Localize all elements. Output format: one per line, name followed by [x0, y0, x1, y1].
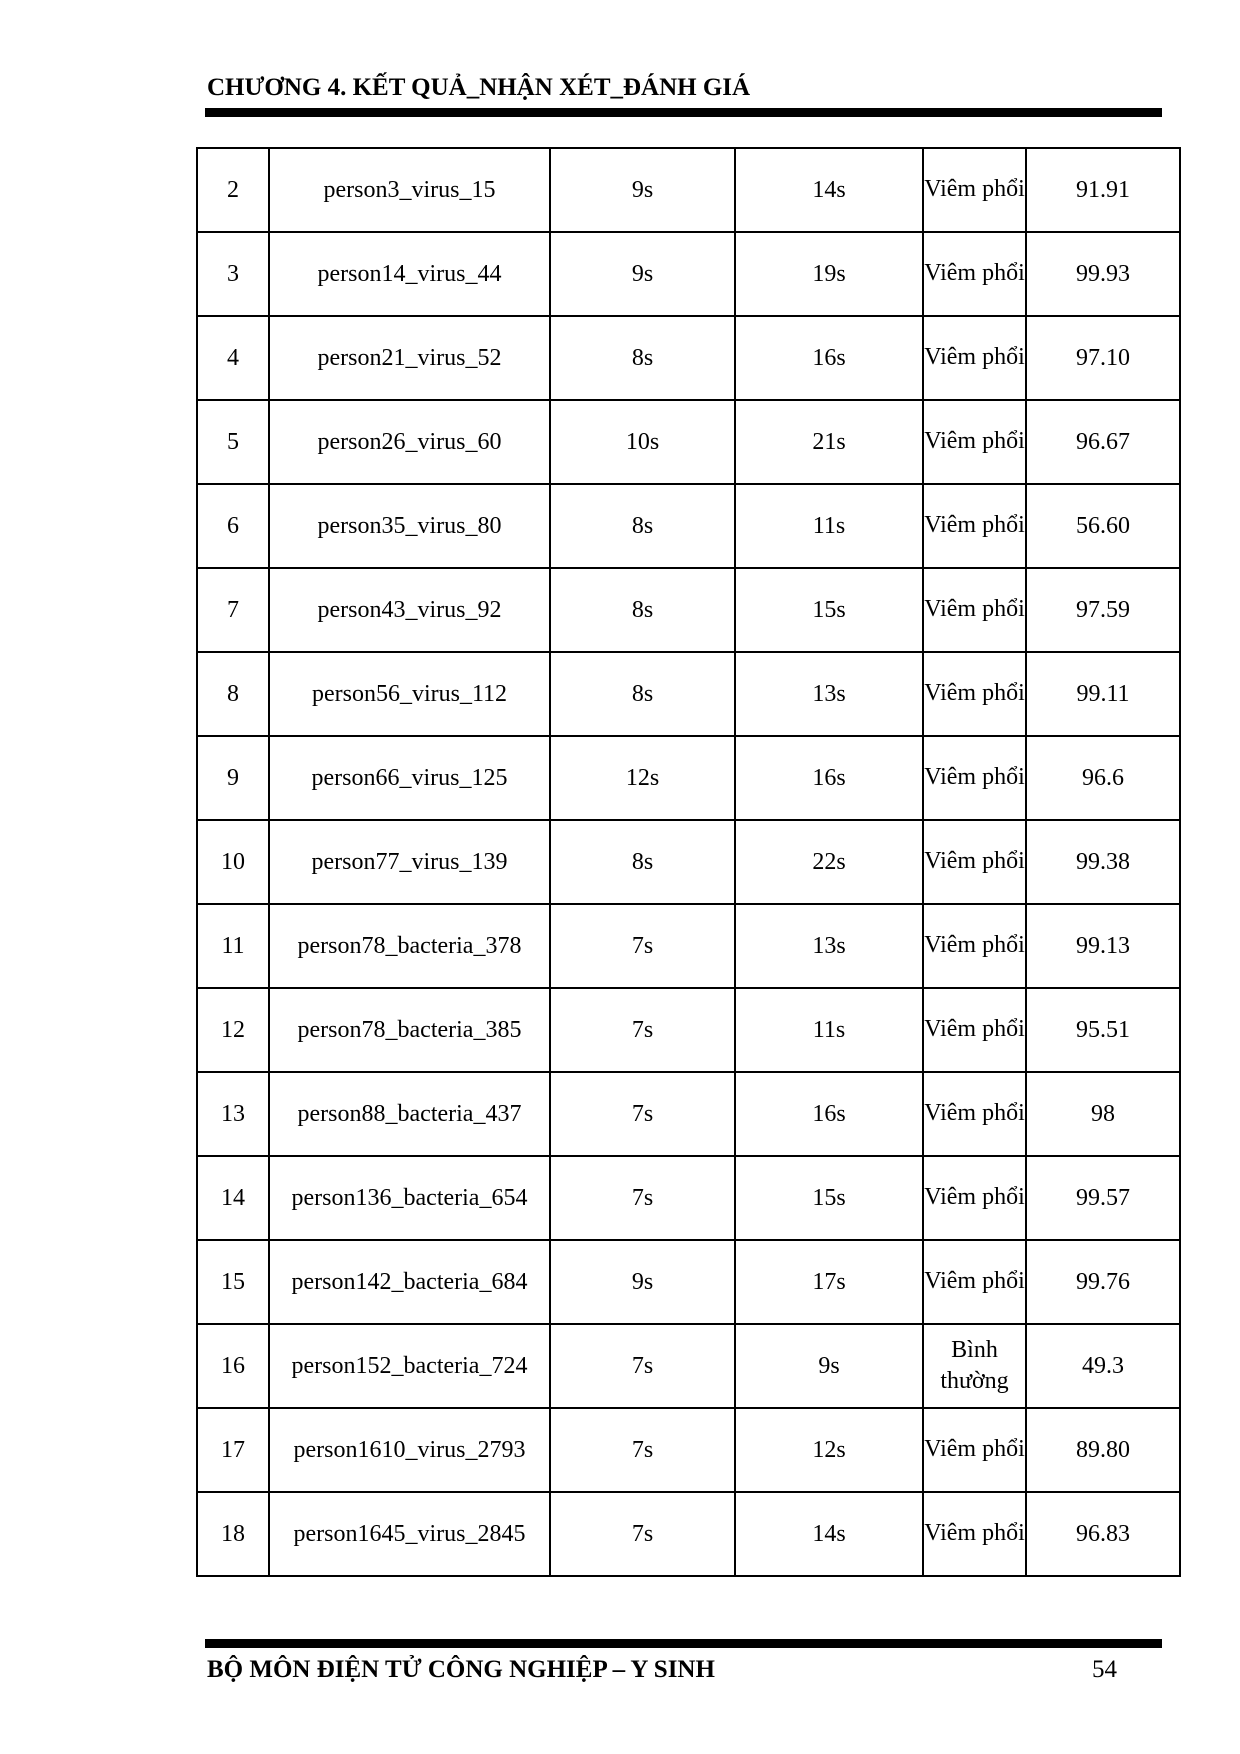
page-number: 54: [1092, 1656, 1117, 1683]
cell-image-name: person1645_virus_2845: [269, 1492, 550, 1576]
table-row: [197, 736, 1180, 820]
cell-score: 99.13: [1026, 904, 1180, 988]
cell-index: 16: [197, 1324, 269, 1408]
cell-time-1: 12s: [550, 736, 735, 820]
cell-diagnosis: Viêm phổi: [923, 1240, 1026, 1324]
cell-image-name: person152_bacteria_724: [269, 1324, 550, 1408]
cell-time-2: 15s: [735, 1156, 923, 1240]
table-row: [197, 400, 1180, 484]
cell-score: 91.91: [1026, 148, 1180, 232]
table-row: [197, 1156, 1180, 1240]
cell-time-1: 8s: [550, 316, 735, 400]
cell-score: 96.83: [1026, 1492, 1180, 1576]
cell-diagnosis: Viêm phổi: [923, 400, 1026, 484]
footer-department: BỘ MÔN ĐIỆN TỬ CÔNG NGHIỆP – Y SINH: [207, 1656, 715, 1683]
cell-time-2: 14s: [735, 1492, 923, 1576]
cell-diagnosis: Viêm phổi: [923, 148, 1026, 232]
cell-time-1: 8s: [550, 820, 735, 904]
cell-diagnosis: Viêm phổi: [923, 736, 1026, 820]
table-row: [197, 652, 1180, 736]
cell-score: 95.51: [1026, 988, 1180, 1072]
cell-diagnosis: Bình thường: [923, 1324, 1026, 1408]
cell-time-2: 17s: [735, 1240, 923, 1324]
cell-score: 89.80: [1026, 1408, 1180, 1492]
cell-time-1: 10s: [550, 400, 735, 484]
cell-image-name: person77_virus_139: [269, 820, 550, 904]
cell-time-1: 7s: [550, 904, 735, 988]
cell-image-name: person136_bacteria_654: [269, 1156, 550, 1240]
cell-diagnosis: Viêm phổi: [923, 316, 1026, 400]
cell-diagnosis: Viêm phổi: [923, 988, 1026, 1072]
cell-diagnosis: Viêm phổi: [923, 232, 1026, 316]
table-row: [197, 484, 1180, 568]
results-table-body: [197, 148, 1180, 1576]
cell-time-2: 9s: [735, 1324, 923, 1408]
cell-time-2: 14s: [735, 148, 923, 232]
cell-score: 96.67: [1026, 400, 1180, 484]
cell-time-1: 7s: [550, 1156, 735, 1240]
cell-image-name: person14_virus_44: [269, 232, 550, 316]
cell-index: 18: [197, 1492, 269, 1576]
cell-time-1: 8s: [550, 568, 735, 652]
table-row: [197, 1408, 1180, 1492]
cell-index: 15: [197, 1240, 269, 1324]
cell-index: 5: [197, 400, 269, 484]
table-row: [197, 820, 1180, 904]
cell-index: 17: [197, 1408, 269, 1492]
cell-diagnosis: Viêm phổi: [923, 568, 1026, 652]
table-row: [197, 1324, 1180, 1408]
cell-time-1: 8s: [550, 484, 735, 568]
cell-index: 7: [197, 568, 269, 652]
cell-time-2: 16s: [735, 1072, 923, 1156]
cell-image-name: person66_virus_125: [269, 736, 550, 820]
table-row: [197, 148, 1180, 232]
cell-index: 10: [197, 820, 269, 904]
cell-image-name: person1610_virus_2793: [269, 1408, 550, 1492]
cell-index: 12: [197, 988, 269, 1072]
results-table: [196, 147, 1181, 1577]
cell-score: 97.10: [1026, 316, 1180, 400]
cell-diagnosis: Viêm phổi: [923, 1408, 1026, 1492]
cell-time-2: 11s: [735, 484, 923, 568]
cell-index: 6: [197, 484, 269, 568]
cell-time-2: 16s: [735, 316, 923, 400]
cell-time-2: 12s: [735, 1408, 923, 1492]
cell-score: 99.93: [1026, 232, 1180, 316]
cell-image-name: person142_bacteria_684: [269, 1240, 550, 1324]
cell-score: 99.11: [1026, 652, 1180, 736]
cell-score: 99.38: [1026, 820, 1180, 904]
chapter-title: CHƯƠNG 4. KẾT QUẢ_NHẬN XÉT_ĐÁNH GIÁ: [207, 74, 751, 101]
cell-time-1: 7s: [550, 1072, 735, 1156]
footer-rule: [205, 1639, 1162, 1648]
header-rule: [205, 108, 1162, 117]
cell-time-1: 9s: [550, 1240, 735, 1324]
cell-index: 8: [197, 652, 269, 736]
table-row: [197, 232, 1180, 316]
cell-score: 97.59: [1026, 568, 1180, 652]
cell-diagnosis: Viêm phổi: [923, 904, 1026, 988]
cell-time-1: 9s: [550, 148, 735, 232]
cell-score: 99.57: [1026, 1156, 1180, 1240]
cell-diagnosis: Viêm phổi: [923, 1492, 1026, 1576]
table-row: [197, 904, 1180, 988]
table-row: [197, 1492, 1180, 1576]
cell-diagnosis: Viêm phổi: [923, 820, 1026, 904]
cell-diagnosis: Viêm phổi: [923, 1156, 1026, 1240]
table-row: [197, 316, 1180, 400]
cell-image-name: person21_virus_52: [269, 316, 550, 400]
cell-diagnosis: Viêm phổi: [923, 1072, 1026, 1156]
cell-index: 13: [197, 1072, 269, 1156]
cell-image-name: person26_virus_60: [269, 400, 550, 484]
table-row: [197, 1072, 1180, 1156]
cell-score: 49.3: [1026, 1324, 1180, 1408]
table-row: [197, 988, 1180, 1072]
cell-diagnosis: Viêm phổi: [923, 484, 1026, 568]
cell-time-2: 13s: [735, 904, 923, 988]
cell-time-1: 7s: [550, 1492, 735, 1576]
cell-time-1: 8s: [550, 652, 735, 736]
cell-time-1: 7s: [550, 1408, 735, 1492]
cell-time-2: 11s: [735, 988, 923, 1072]
cell-index: 14: [197, 1156, 269, 1240]
cell-score: 96.6: [1026, 736, 1180, 820]
cell-index: 4: [197, 316, 269, 400]
cell-score: 98: [1026, 1072, 1180, 1156]
table-row: [197, 568, 1180, 652]
cell-image-name: person78_bacteria_378: [269, 904, 550, 988]
cell-index: 9: [197, 736, 269, 820]
cell-index: 11: [197, 904, 269, 988]
cell-image-name: person78_bacteria_385: [269, 988, 550, 1072]
table-row: [197, 1240, 1180, 1324]
cell-time-2: 16s: [735, 736, 923, 820]
cell-score: 56.60: [1026, 484, 1180, 568]
cell-time-2: 19s: [735, 232, 923, 316]
cell-time-1: 7s: [550, 988, 735, 1072]
cell-image-name: person43_virus_92: [269, 568, 550, 652]
cell-diagnosis: Viêm phổi: [923, 652, 1026, 736]
cell-index: 2: [197, 148, 269, 232]
cell-image-name: person88_bacteria_437: [269, 1072, 550, 1156]
cell-image-name: person35_virus_80: [269, 484, 550, 568]
cell-time-1: 7s: [550, 1324, 735, 1408]
cell-time-2: 21s: [735, 400, 923, 484]
cell-image-name: person3_virus_15: [269, 148, 550, 232]
cell-time-2: 22s: [735, 820, 923, 904]
cell-time-2: 13s: [735, 652, 923, 736]
cell-time-1: 9s: [550, 232, 735, 316]
cell-score: 99.76: [1026, 1240, 1180, 1324]
cell-index: 3: [197, 232, 269, 316]
cell-time-2: 15s: [735, 568, 923, 652]
cell-image-name: person56_virus_112: [269, 652, 550, 736]
